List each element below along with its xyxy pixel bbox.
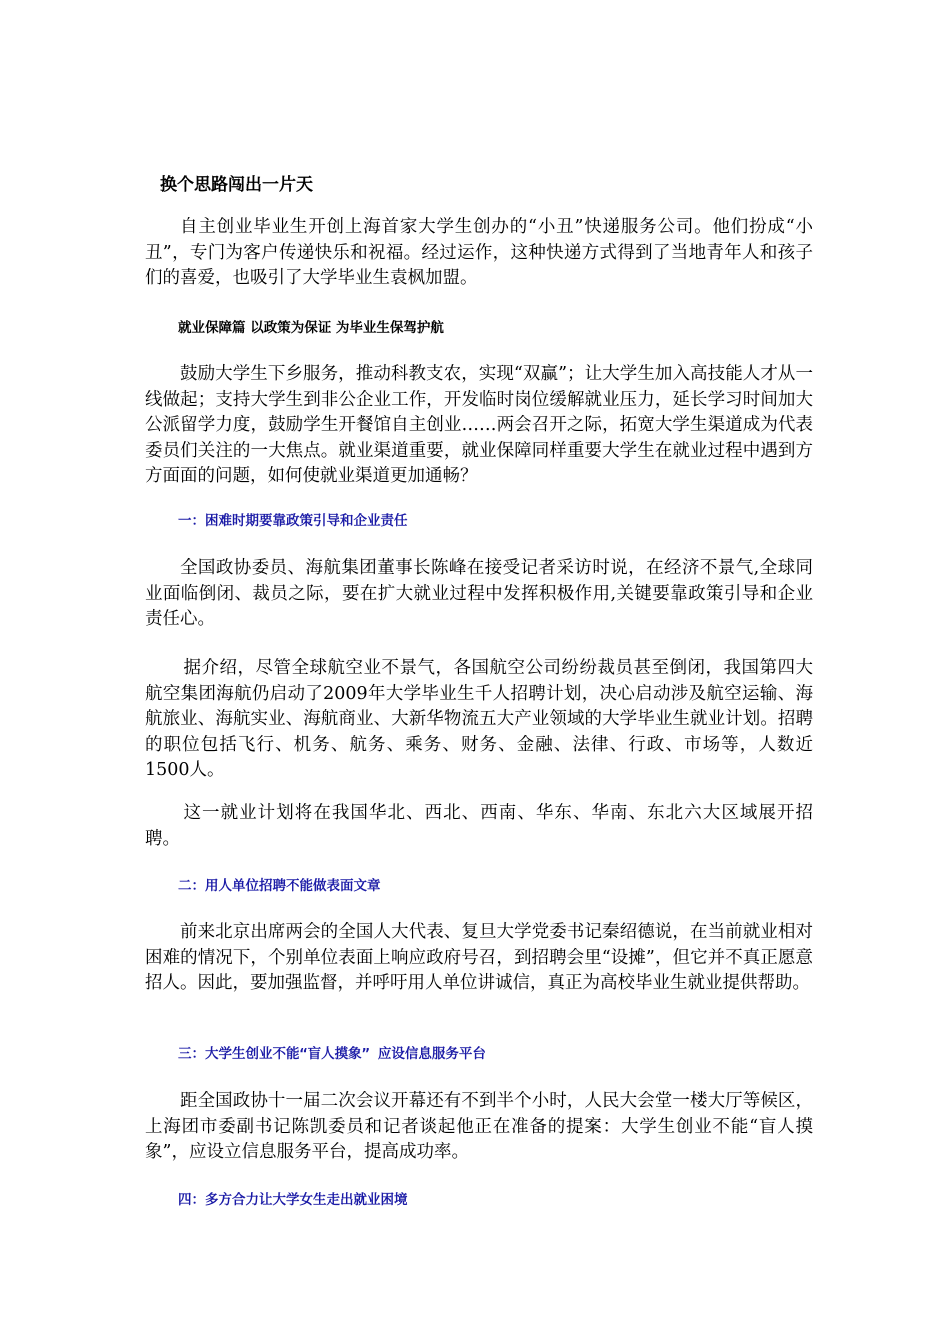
section-heading-2: 二：用人单位招聘不能做表面文章 [178,878,381,894]
paragraph-qin-shaode: 前来北京出席两会的全国人大代表、复旦大学党委书记秦绍德说，在当前就业相对困难的情况下，个别单位表面上响应政府号召，到招聘会里“设摊”，但它并不真正愿意招人。因此，要加强监督，并呼吁用人单位讲诚信，真正为高校毕业生就业提供帮助。 [145,922,813,994]
section-heading-4: 四：多方合力让大学女生走出就业困境 [178,1192,408,1208]
section-heading-3: 三：大学生创业不能“盲人摸象” 应设信息服务平台 [178,1046,486,1062]
paragraph-chen-feng: 全国政协委员、海航集团董事长陈峰在接受记者采访时说，在经济不景气,全球同业面临倒闭、裁员之际，要在扩大就业过程中发挥积极作用,关键要靠政策引导和企业责任心。 [145,558,813,630]
paragraph-policy-overview: 鼓励大学生下乡服务，推动科教支农，实现“双赢”；让大学生加入高技能人才从一线做起；支持大学生到非公企业工作，开发临时岗位缓解就业压力，延长学习时间加大公派留学力度，鼓励学生开餐馆自主创业……两会召开之际，拓宽大学生渠道成为代表委员们关注的一大焦点。就业渠道重要，就业保障同样重要大学生在就业过程中遇到方方面面的问题，如何使就业渠道更加通畅？ [145,364,813,487]
paragraph-clown-express: 自主创业毕业生开创上海首家大学生创办的“小丑”快递服务公司。他们扮成“小丑”，专门为客户传递快乐和祝福。经过运作，这种快递方式得到了当地青年人和孩子们的喜爱，也吸引了大学毕业生袁枫加盟。 [145,217,813,289]
document-title: 换个思路闯出一片天 [160,175,313,195]
section-heading-1: 一：困难时期要靠政策引导和企业责任 [178,513,408,529]
paragraph-hna-recruitment: 据介绍，尽管全球航空业不景气，各国航空公司纷纷裁员甚至倒闭，我国第四大航空集团海航仍启动了2009年大学毕业生千人招聘计划，决心启动涉及航空运输、海航旅业、海航实业、海航商业、大新华物流五大产业领域的大学毕业生就业计划。招聘的职位包括飞行、机务、航务、乘务、财务、金融、法律、行政、市场等，人数近1500人。 [145,658,813,781]
paragraph-six-regions: 这一就业计划将在我国华北、西北、西南、华东、华南、东北六大区域展开招聘。 [145,803,813,849]
paragraph-chen-kai: 距全国政协十一届二次会议开幕还有不到半个小时，人民大会堂一楼大厅等候区，上海团市委副书记陈凯委员和记者谈起他正在准备的提案：大学生创业不能“盲人摸象”，应设立信息服务平台，提高成功率。 [145,1091,813,1163]
section-heading-employment-guarantee: 就业保障篇 以政策为保证 为毕业生保驾护航 [178,320,444,336]
